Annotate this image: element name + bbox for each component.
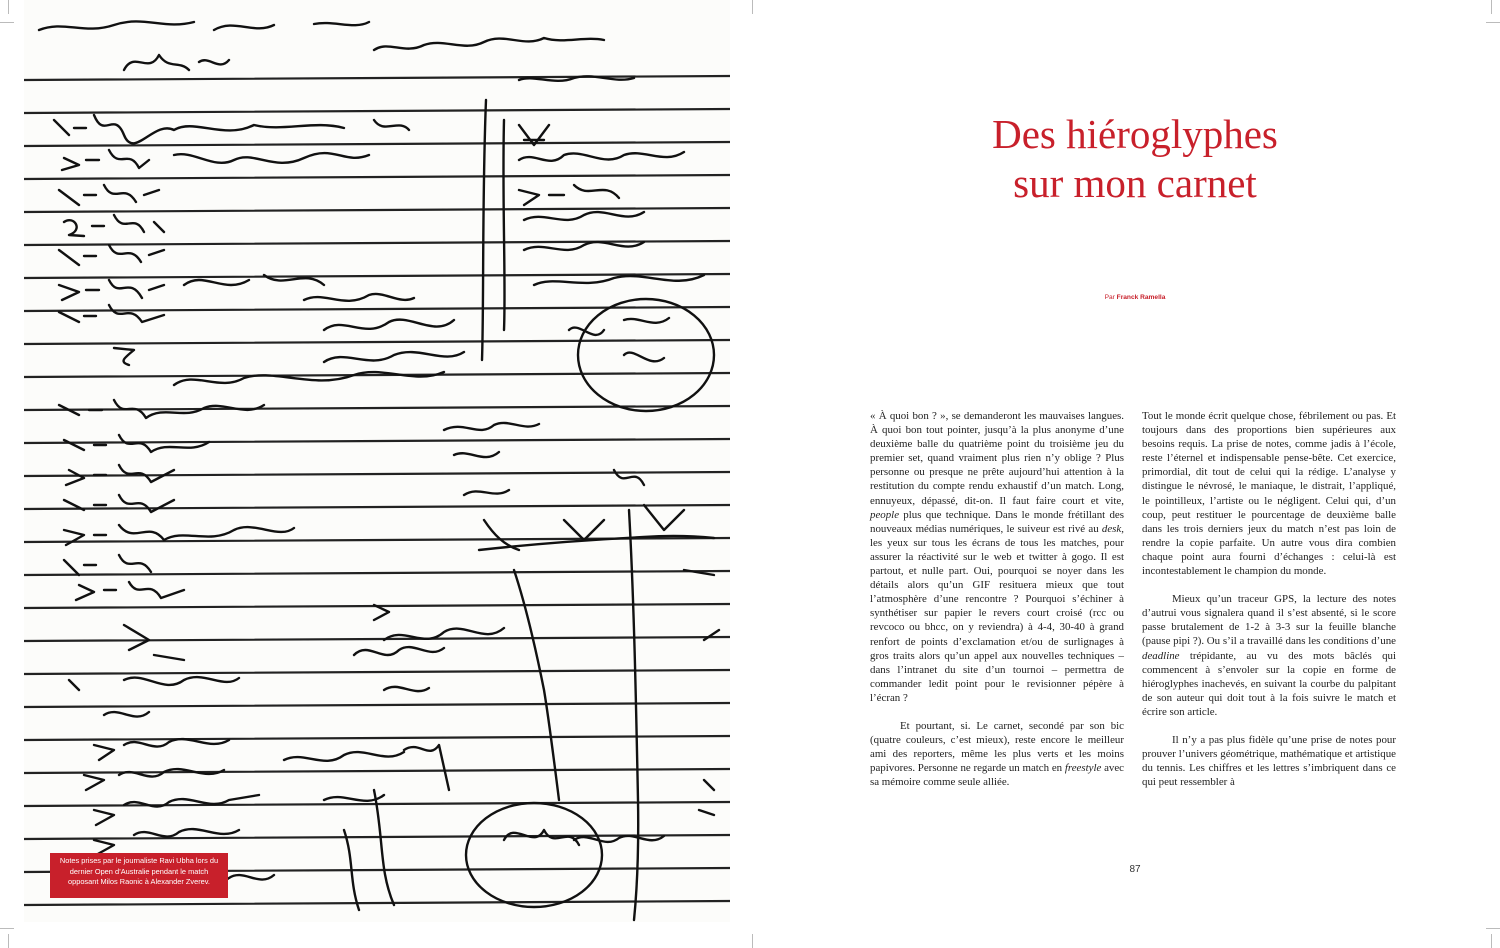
crop-mark xyxy=(0,928,14,929)
text-column-2 xyxy=(1142,409,1396,789)
text-run: trépidante, au vu des mots bâclés qui commencent à s’envoler sur la copie en forme de hiéroglyphes inachevés, en suivant la courbe du palpitant de son auteur qui doit tout à la fois suivre le match et écrire son article. xyxy=(1142,649,1396,718)
crop-mark xyxy=(1491,934,1492,948)
text-emphasis: people xyxy=(870,508,900,521)
crop-mark xyxy=(8,0,9,14)
handwritten-notes-image xyxy=(24,0,730,922)
crop-mark xyxy=(0,22,14,23)
text-column-1 xyxy=(870,409,1124,789)
byline-author: Franck Ramella xyxy=(1116,294,1166,301)
text-emphasis: desk xyxy=(1101,522,1122,535)
title-line-2: sur mon carnet xyxy=(1013,160,1257,206)
text-run: Et pourtant, si. Le carnet, secondé par son bic (quatre couleurs, c’est mieux), reste encore le meilleur ami des reporters, même les plus verts et les moins papivores. Personne ne regarde un match en xyxy=(870,719,1124,775)
paragraph xyxy=(1142,409,1396,578)
text-run: Tout le monde écrit quelque chose, fébrilement ou pas. Et toujours dans des proportions bien supérieures aux besoins requis. La prise de notes, comme jadis à l’école, reste l’éternel et indispensable pense-bête. Cet exercice, primordial, dit tout de celui qui la rédige. L’analyse y distingue le névrosé, le maniaque, le distrait, l’appliqué, le pointilleux, l’artiste ou le négligent. Celui qui, d’un coup, peut restituer le pourcentage de deuxième balle dans les trois derniers jeux du match n’est pas loin de rendre la copie parfaite. Un autre vous dira combien chaque point aura fourni d’échanges : celui-là est incontestablement le champion du monde. xyxy=(1142,410,1396,578)
text-run: avec sa mémoire comme seule alliée. xyxy=(870,762,1125,789)
byline xyxy=(1000,294,1270,301)
paragraph xyxy=(870,409,1124,705)
crop-mark xyxy=(1486,928,1500,929)
image-caption xyxy=(50,853,228,898)
title-line-1: Des hiéroglyphes xyxy=(992,111,1278,157)
text-emphasis: deadline xyxy=(1142,649,1180,662)
crop-mark xyxy=(752,934,753,948)
crop-mark xyxy=(8,934,9,948)
paragraph xyxy=(870,719,1124,789)
byline-prefix: Par xyxy=(1104,294,1117,301)
notes-scribbles xyxy=(24,0,730,922)
text-run: Il n’y a pas plus fidèle qu’une prise de notes pour prouver l’univers géométrique, mathématique et artistique du tennis. Les chiffres et les lettres s’imbriquent dans ce qui peut ressembler à xyxy=(1142,733,1396,789)
text-run: « À quoi bon ? », se demanderont les mauvaises langues. À quoi bon tout pointer, jusqu’à la plus anonyme d’une deuxième balle du quatrième point du troisième jeu du premier set, quand vraiment plus rien n’y oblige ? Plus personne ou presque ne prête aujourd’hui attention à la restitution du compte rendu exhaustif d’un match. Long, ennuyeux, dépassé, dit-on. Il faut faire court et vite, xyxy=(870,410,1124,507)
article-title xyxy=(900,110,1370,208)
crop-mark xyxy=(1491,0,1492,14)
crop-mark xyxy=(1486,22,1500,23)
page-number: 87 xyxy=(1129,864,1141,875)
caption-text: Notes prises par le journaliste Ravi Ubha lors du dernier Open d’Australie pendant le match opposant Milos Raonic à Alexander Zverev. xyxy=(59,856,219,886)
paragraph xyxy=(1142,733,1396,789)
text-run: , les yeux sur tous les écrans de tous les matches, pour assurer la réactivité sur le web et twitter à gogo. Il est partout, et nulle part. Oui, pourquoi se noyer dans les détails alors qu’un GIF resituera mieux que tout l’atmosphère d’une rencontre ? Pourquoi s’échiner à synthétiser sur papier le revers court croisé (rcc ou revcoco ou bhcc, on y reviendra) à 4-4, 30-40 à grand renfort de points d’exclamation et/ou de surlignages à gros traits alors qu’un appel aux nouvelles techniques – dans l’intranet du site d’un tournoi – permettra de commander ledit point pour le revisionner pépère à l’écran ? xyxy=(870,522,1124,704)
paragraph xyxy=(1142,592,1396,719)
text-run: plus que technique. Dans le monde frétillant des nouveaux médias numériques, le suiveur est rivé au xyxy=(870,508,1124,535)
text-run: Mieux qu’un traceur GPS, la lecture des notes d’autrui vous signalera quand il s’est absenté, si le score passe brutalement de 1-2 à 3-3 sur la feuille blanche (pause pipi ?). Ou s’il a travaillé dans les conditions d’une xyxy=(1142,593,1396,648)
text-emphasis: freestyle xyxy=(1064,762,1102,775)
crop-mark xyxy=(752,0,753,14)
